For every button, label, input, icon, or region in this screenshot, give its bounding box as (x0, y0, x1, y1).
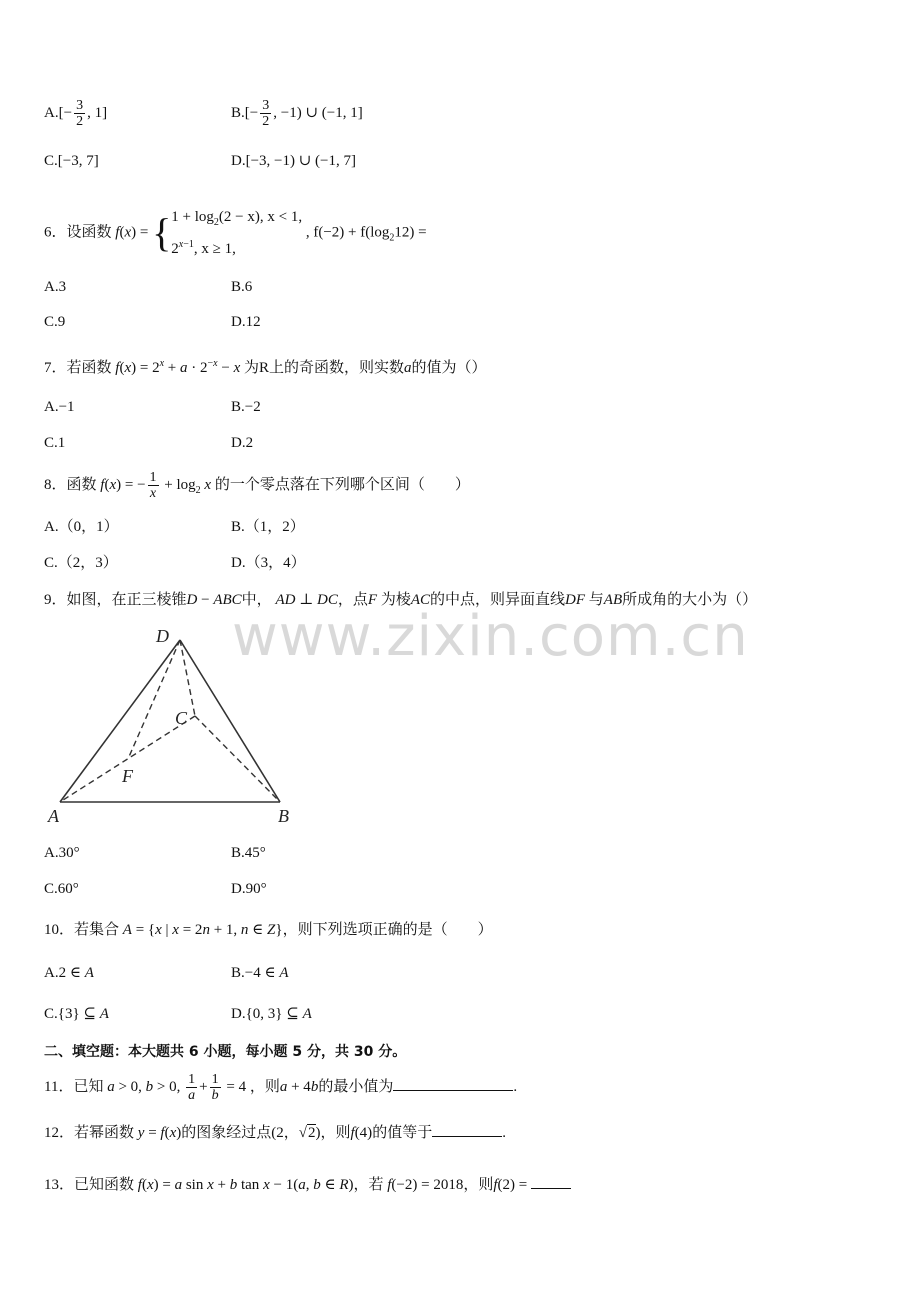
q8-option-c: C.（2，3） (44, 555, 118, 571)
q6-option-d: D.12 (231, 314, 261, 330)
section-heading: 二、填空题：本大题共 6 小题，每小题 5 分，共 30 分。 (44, 1044, 407, 1060)
watermark: www.zixin.com.cn (232, 604, 749, 669)
q9-question: 9．如图，在正三棱锥D − ABC中， AD ⊥ DC，点F 为棱AC的中点，则异面直线DF 与AB所成角的大小为（） (44, 592, 758, 608)
q6-option-b: B.6 (231, 279, 253, 295)
q5-option-c: C.[−3, 7] (44, 153, 99, 169)
tetrahedron-figure (40, 620, 310, 830)
q8-option-a: A.（0，1） (44, 519, 119, 535)
edge-CB (195, 716, 280, 802)
q7-option-b: B.−2 (231, 399, 261, 415)
q9-option-a: A.30° (44, 845, 80, 861)
q9-option-c: C.60° (44, 881, 79, 897)
q10-option-c: C.{3} ⊆ A (44, 1006, 109, 1022)
q8-option-b: B.（1，2） (231, 519, 305, 535)
q10-question: 10．若集合 A = {x | x = 2n + 1, n ∈ Z}，则下列选项正确的是（ ） (44, 922, 493, 938)
q13-question: 13．已知函数 f(x) = a sin x + b tan x − 1(a, b ∈ R)，若 f(−2) = 2018，则f(2) = (44, 1174, 571, 1195)
label-B: B (278, 806, 289, 826)
q7-option-d: D.2 (231, 435, 254, 451)
label-D: D (156, 626, 169, 646)
q6-option-a: A.3 (44, 279, 67, 295)
label-A: A (48, 806, 59, 826)
q6-option-c: C.9 (44, 314, 66, 330)
edge-CA (60, 716, 195, 802)
q5-option-d: D.[−3, −1) ∪ (−1, 7] (231, 153, 357, 169)
q11-question: 11．已知 a > 0, b > 0, $\frac{1}{a}$ + $\frac{1}{b}$ = 4 ，则a + 4b的最小值为 . (44, 1072, 518, 1104)
q12-question: 12．若幂函数 y = f(x)的图象经过点(2，√2)，则f(4)的值等于 . (44, 1122, 506, 1143)
q9-option-d: D.90° (231, 881, 267, 897)
q10-option-d: D.{0, 3} ⊆ A (231, 1006, 312, 1022)
q8-option-d: D.（3，4） (231, 555, 306, 571)
q7-question: 7．若函数 $f(x) = 2^x + a \cdot 2^{-x} - x$ 为R上的奇函数，则实数a的值为（） (44, 358, 487, 376)
q5-option-b: B.[− $\frac{3}{2}$ , −1) ∪ (−1, 1] (231, 98, 363, 129)
q7-option-c: C.1 (44, 435, 66, 451)
q10-option-b: B.−4 ∈ A (231, 965, 289, 981)
q8-question: 8．函数 f(x) = − $\frac{1}{x}$ + $\log_2 x$ 的一个零点落在下列哪个区间（ ） (44, 470, 470, 502)
q7-option-a: A.−1 (44, 399, 75, 415)
edge-DB (180, 640, 280, 802)
label-F: F (122, 766, 133, 786)
label-C: C (175, 708, 188, 728)
q9-option-b: B.45° (231, 845, 266, 861)
q5-option-a: A.[− $\frac{3}{2}$ , 1] (44, 98, 108, 129)
edge-DA (60, 640, 180, 802)
q6-question: 6．设函数 f(x) = { $1 + \log_2(2 - x)$, x < 1, $2^{x-1}$, x ≥ 1, , $f(-2) + f(\log_212)$ = (44, 209, 427, 257)
q10-option-a: A.2 ∈ A (44, 965, 94, 981)
